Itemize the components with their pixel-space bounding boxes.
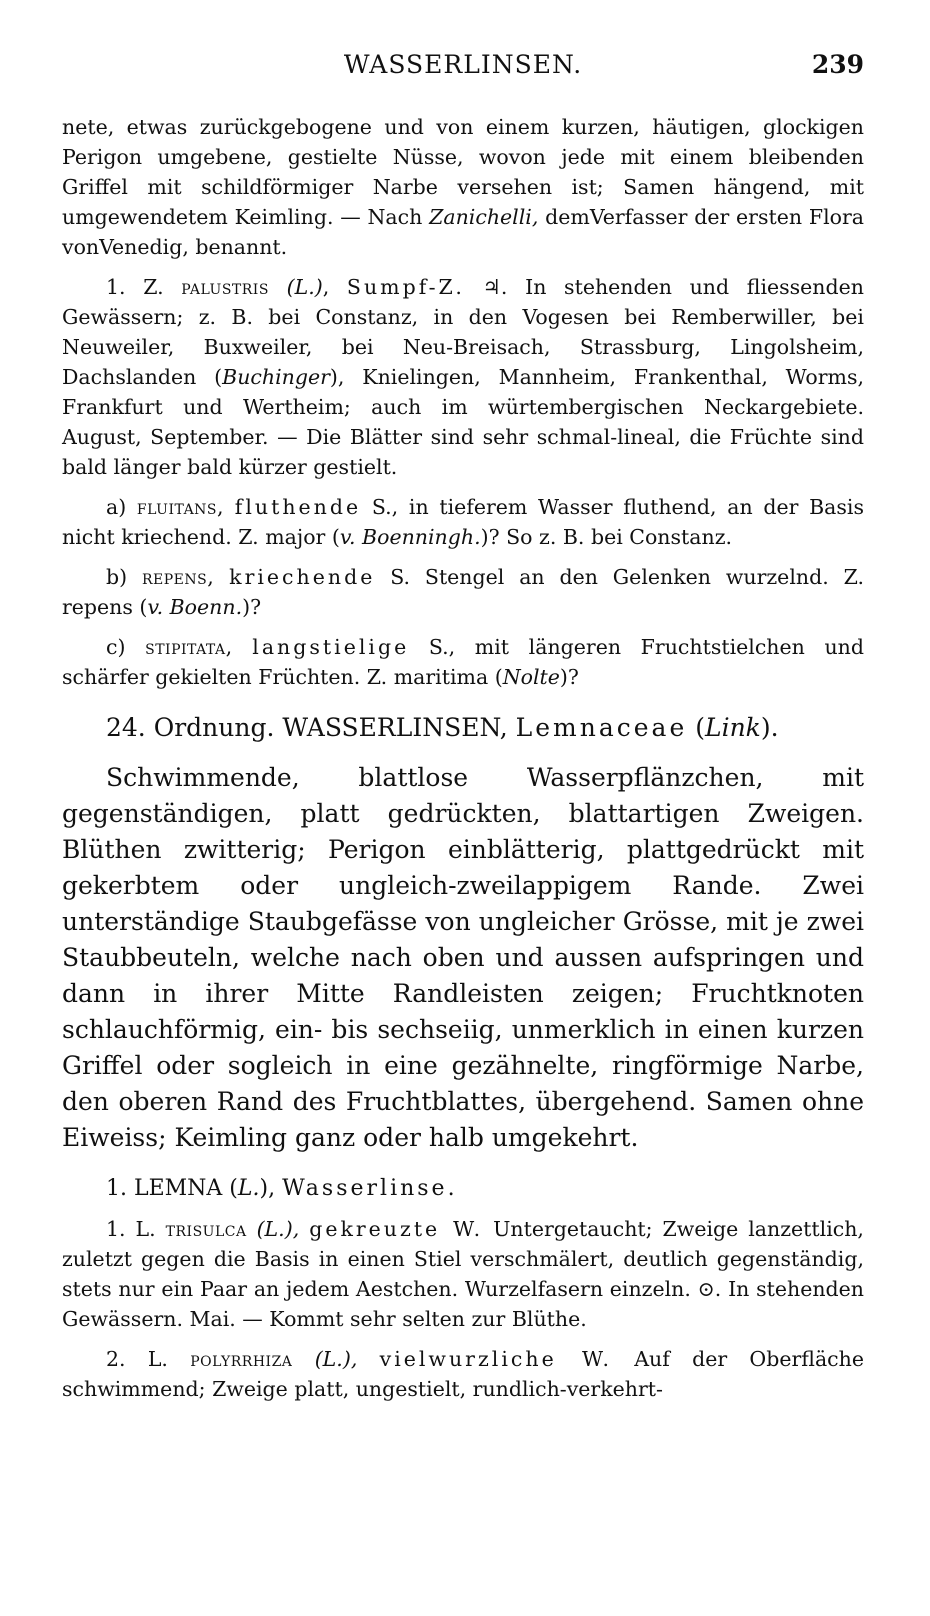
genus-prefix: 1. LEMNA ( <box>106 1176 238 1201</box>
text: Untergetaucht; Zweige lanzettlich, zuletzt gegen die Basis in einen Stiel verschmälert, deutlich gegenständig, stets nur ein Paar an jedem Aestchen. Wurzelfasern einzeln. ⊙. In stehenden Gewässern. Mai. — Kommt sehr selten zur Blüthe. <box>62 1217 864 1331</box>
order-latin-name: Lemnaceae <box>515 713 688 742</box>
running-title: WASSERLINSEN. <box>343 50 583 79</box>
text: demVerfasser der ersten Flora vonVenedig, benannt. <box>62 205 864 259</box>
italic-name: Nolte <box>502 665 560 689</box>
variety-name: repens, <box>142 565 215 589</box>
paragraph-zanichellia-end <box>62 112 864 262</box>
species-authority: (L.), <box>314 1347 358 1371</box>
text: ), <box>259 1176 283 1201</box>
paragraph-variety-a <box>62 492 864 552</box>
body-text <box>62 112 864 1404</box>
species-name: palustris <box>181 275 269 299</box>
variety-label: b) <box>106 565 142 589</box>
order-description: Schwimmende, blattlose Wasserpflänzchen, mit gegenständigen, platt gedrückten, blattartigen Zweigen. Blüthen zwitterig; Perigon einblätterig, plattgedrückt mit gekerbtem oder ungleich-zweilappigem Rande. Zwei unterständige Staubgefässe von ungleicher Grösse, mit je zwei Staubbeuteln, welche nach oben und aussen aufspringen und dann in ihrer Mitte Randleisten zeigen; Fruchtknoten schlauchförmig, ein- bis sechseiig, unmerklich in einen kurzen Griffel oder sogleich in eine gezähnelte, ringförmige Narbe, den oberen Rand des Fruchtblattes, übergehend. Samen ohne Eiweiss; Keimling ganz oder halb umgekehrt. <box>62 763 864 1152</box>
text: S. Stengel an den Gelenken wurzelnd. Z. repens ( <box>62 565 864 619</box>
italic-name: Zanichelli, <box>429 205 539 229</box>
text: )? So z. B. bei Constanz. <box>480 525 733 549</box>
order-authority: Link <box>704 713 761 742</box>
text: nete, etwas zurückgebogene und von einem kurzen, häutigen, glockigen Perigon umgebene, gestielte Nüsse, wovon jede mit einem bleibenden Griffel mit schildförmiger Narbe versehen ist; Samen hängend, mit umgewendetem Keimling. — Nach <box>62 115 864 229</box>
genus-heading <box>62 1174 864 1204</box>
genus-authority: L. <box>237 1176 260 1201</box>
genus-common-name: Wasserlinse. <box>282 1176 458 1201</box>
species-name: trisulca <box>165 1217 247 1241</box>
italic-name: v. Boenn. <box>147 595 243 619</box>
italic-name: v. Boenningh. <box>339 525 481 549</box>
species-common-name: gekreuzte W. <box>309 1217 484 1241</box>
paragraph-variety-c <box>62 632 864 692</box>
species-name: polyrrhiza <box>190 1347 293 1371</box>
species-authority: (L.), <box>256 1217 300 1241</box>
paragraph-species-trisulca <box>62 1214 864 1334</box>
text: Auf der Oberfläche schwimmend; Zweige platt, ungestielt, rundlich-verkehrt- <box>62 1347 864 1401</box>
order-prefix: 24. Ordnung. <box>106 713 283 742</box>
text: ), Knielingen, Mannheim, Frankenthal, Worms, Frankfurt und Wertheim; auch im würtembergischen Neckargebiete. August, September. — Die Blätter sind sehr schmal-lineal, die Früchte sind bald länger bald kürzer gestielt. <box>62 365 864 479</box>
page-header <box>62 50 864 90</box>
text: ( <box>687 713 705 742</box>
italic-name: Buchinger <box>222 365 330 389</box>
variety-name: fluitans, <box>136 495 225 519</box>
text: ). <box>760 713 779 742</box>
text: S., in tieferem Wasser fluthend, an der Basis nicht kriechend. Z. major ( <box>62 495 864 549</box>
variety-name: stipitata, <box>145 635 233 659</box>
variety-label: c) <box>106 635 146 659</box>
variety-common-name: fluthende <box>234 495 362 519</box>
variety-common-name: kriechende <box>229 565 376 589</box>
species-authority: (L.) <box>286 275 323 299</box>
species-common-name: Sumpf-Z. <box>346 275 465 299</box>
order-heading <box>62 710 864 746</box>
species-number: 1. L. <box>106 1217 166 1241</box>
text: ♃. In stehenden und fliessenden Gewässern; z. B. bei Constanz, in den Vogesen bei Remberwiller, bei Neuweiler, Buxweiler, bei Neu-Breisach, Strassburg, Lingolsheim, Dachslanden ( <box>62 275 864 389</box>
variety-common-name: langstielige <box>252 635 410 659</box>
page-number: 239 <box>811 50 864 79</box>
order-name: WASSERLINSEN, <box>282 713 508 742</box>
paragraph-variety-b <box>62 562 864 622</box>
species-common-name: vielwurzliche W. <box>379 1347 612 1371</box>
text: )? <box>559 665 579 689</box>
text: S., mit längeren Fruchtstielchen und schärfer gekielten Früchten. Z. maritima ( <box>62 635 864 689</box>
text: )? <box>242 595 262 619</box>
paragraph-species-palustris: 1. Z. palustris (L.), Sumpf-Z. ♃. In stehenden und fliessenden Gewässern; z. B. bei Constanz, in den Vogesen bei Remberwiller, bei Neuweiler, Buxweiler, bei Neu-Breisach, Strassburg, Lingolsheim, Dachslanden (Buchinger), Knielingen, Mannheim, Frankenthal, Worms, Frankfurt und Wertheim; auch im würtembergischen Neckargebiete. August, September. — Die Blätter sind sehr schmal-lineal, die Früchte sind bald länger bald kürzer gestielt. <box>62 275 864 479</box>
species-number: 1. Z. <box>106 275 182 299</box>
species-number: 2. L. <box>106 1347 191 1371</box>
variety-label: a) <box>106 495 137 519</box>
paragraph-species-polyrrhiza <box>62 1344 864 1404</box>
